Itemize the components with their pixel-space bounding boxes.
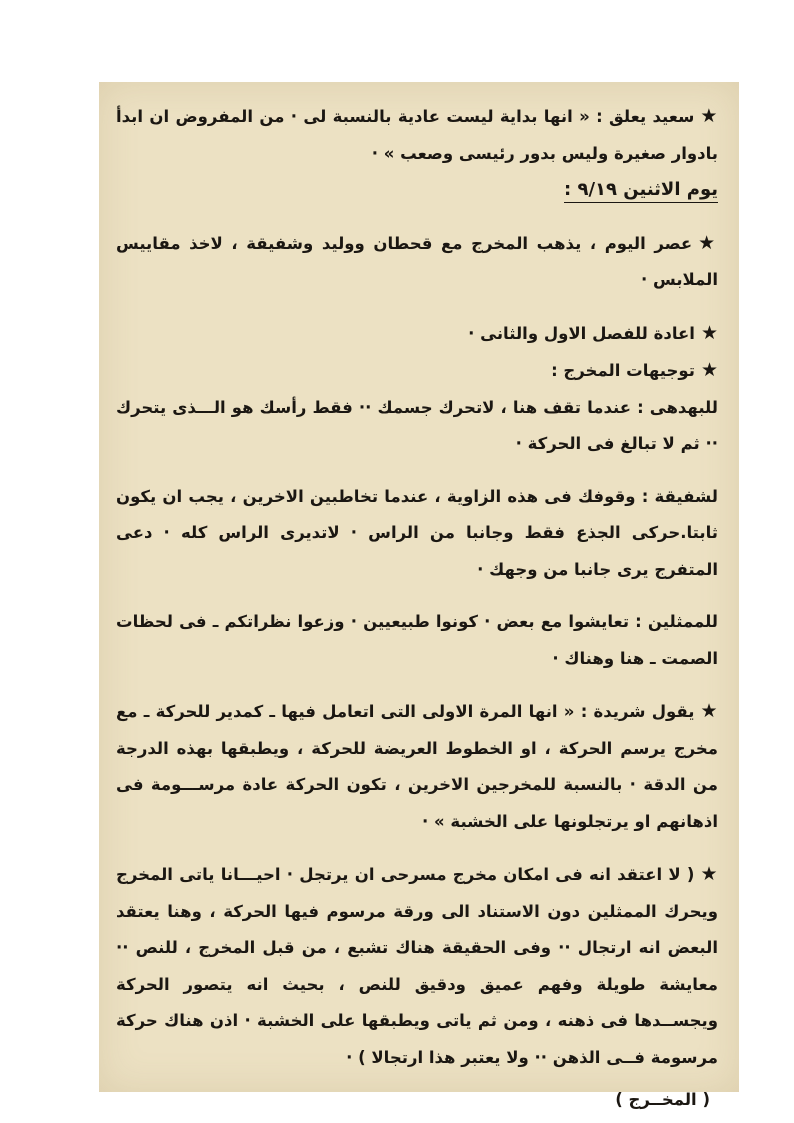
date-heading: يوم الاثنين ٩/١٩ : — [116, 172, 718, 209]
paragraph-note-actors: للممثلين : تعايشوا مع بعض · كونوا طبيعيين · وزعوا نظراتكم ـ فى لحظات الصمت ـ هنا وهناك · — [116, 612, 718, 668]
star-bullet-icon: ★ — [700, 321, 718, 344]
paragraph-saeed-comment: ★سعيد يعلق : « انها بداية ليست عادية بالنسبة لى · من المفروض ان ابدأ بادوار صغيرة وليس بدور رئيسى وصعب » · — [116, 105, 718, 163]
paragraph-costume-measurements: ★عصر اليوم ، يذهب المخرج مع قحطان ووليد وشفيقة ، لاخذ مقاييس الملابس · — [116, 231, 718, 289]
paragraph-note-shafiqa: لشفيقة : وقوفك فى هذه الزاوية ، عندما تخاطبين الاخرين ، يجب ان يكون ثابتا.حركى الجذع فقط وجانبا من الراس · لاتديرى الراس كله · دعى المتفرج يرى جانبا من وجهك · — [116, 486, 718, 579]
star-bullet-icon: ★ — [700, 700, 718, 722]
paragraph-director-notes-title: ★توجيهات المخرج : — [551, 359, 718, 381]
paragraph-director-quote: ★( لا اعتقد انه فى امكان مخرج مسرحى ان يرتجل · احيـــانا ياتى المخرج ويحرك الممثلين دون الاستناد الى ورقة مرسوم فيها الحركة ، وهنا يعتقد البعض انه ارتجال ·· وفى الحقيقة هناك تشبع ، من قبل المخرج ، للنص ·· معايشة طويلة وفهم عميق ودقيق للنص ، بحيث انه يتصور الحركة ويجســدها فى ذهنه ، ومن ثم ياتى ويطبقها على الخشبة · اذن هناك حركة مرسومة فــى الذهن ·· ولا يعتبر هذا ارتجالا ) · — [116, 863, 718, 1067]
paragraph-shrida-comment: ★يقول شريدة : « انها المرة الاولى التى اتعامل فيها ـ كمدير للحركة ـ مع مخرج يرسم الحركة ، او الخطوط العريضة للحركة ، ويطبقها بهذه الدرجة من الدقة · بالنسبة للمخرجين الاخرين ، تكون الحركة عادة مرســـومة فى اذهانهم او يرتجلونها على الخشبة » · — [116, 700, 718, 831]
star-bullet-icon: ★ — [700, 105, 718, 127]
signature-director: ( المخــرج ) — [615, 1090, 710, 1109]
star-bullet-icon: ★ — [700, 359, 718, 381]
paragraph-rehearsal: ★اعادة للفصل الاول والثانى · — [468, 321, 718, 344]
star-bullet-icon: ★ — [698, 231, 718, 254]
star-bullet-icon: ★ — [700, 863, 718, 885]
paragraph-note-bahdahi: للبهدهى : عندما تقف هنا ، لاتحرك جسمك ·· فقط رأسك هو الـــذى يتحرك ·· ثم لا تبالغ فى الحركة · — [116, 397, 718, 453]
page-text-body — [116, 98, 718, 1119]
